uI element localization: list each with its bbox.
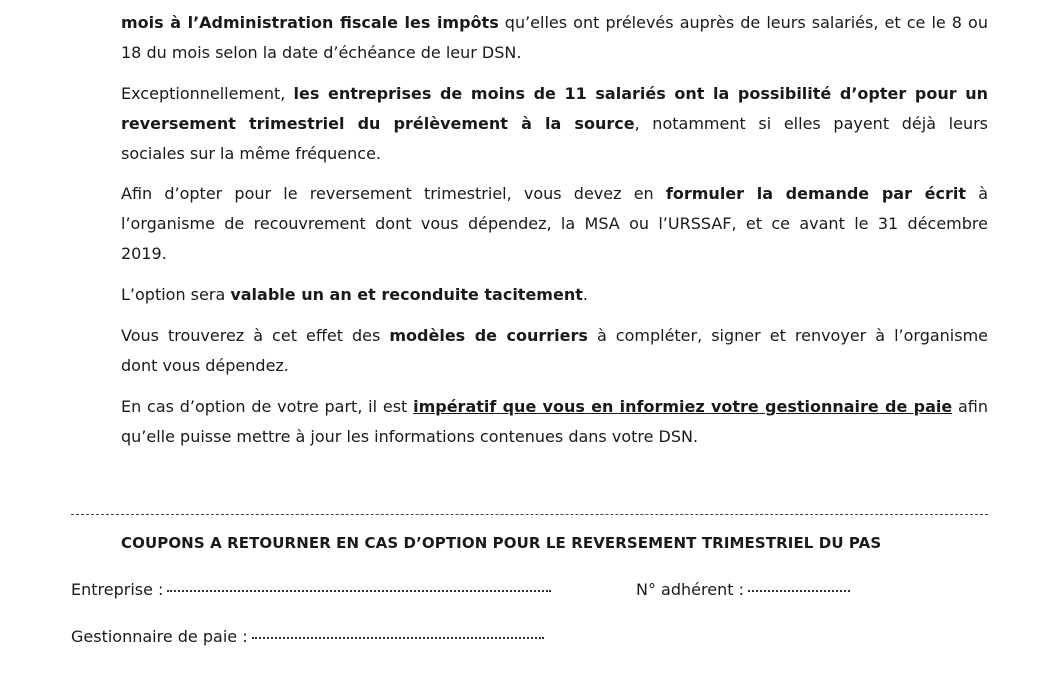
paragraph-line [121,280,988,310]
coupon-title: COUPONS A RETOURNER EN CAS D’OPTION POUR LE REVERSEMENT TRIMESTRIEL DU PAS [121,534,882,552]
gestionnaire-label: Gestionnaire de paie : [71,627,248,646]
paragraph-informer-gestionnaire [121,392,988,452]
paragraph-line: 2019. [121,244,167,263]
paragraph-line [121,8,988,38]
text-span: qu’elles ont prélevés auprès de leurs salariés, et ce le 8 ou [504,13,988,32]
entreprise-fill-line[interactable] [167,590,551,592]
paragraph-line: dont vous dépendez. [121,356,289,375]
text-span: Afin d’opter pour le reversement trimestriel, vous devez en [121,184,666,203]
text-span: à [966,184,988,203]
paragraph-exception-moins-11 [121,79,988,169]
bold-text: mois à l’Administration fiscale les impôts [121,13,499,32]
adherent-label: N° adhérent : [636,580,744,599]
paragraph-line: qu’elle puisse mettre à jour les informations contenues dans votre DSN. [121,427,699,446]
paragraph-line [121,79,988,109]
bold-text: valable un an et reconduite tacitement [230,285,583,304]
coupon-separator-line [71,514,988,515]
text-span: En cas d’option de votre part, il est [121,397,414,416]
gestionnaire-field[interactable] [71,627,544,646]
text-span: afin [952,397,988,416]
paragraph-modeles-courriers [121,321,988,381]
paragraph-line [121,321,988,351]
bold-text: modèles de courriers [389,326,588,345]
paragraph-line: 18 du mois selon la date d’échéance de leur DSN. [121,43,522,62]
paragraph-option-validite [121,280,988,310]
text-span: Exceptionnellement, [121,84,294,103]
paragraph-opter-trimestriel [121,179,988,269]
paragraph-line: l’organisme de recouvrement dont vous dépendez, la MSA ou l’URSSAF, et ce avant le 31 décembre [121,214,988,233]
adherent-field[interactable] [636,580,850,599]
paragraph-reversement-mensuel [121,8,988,68]
gestionnaire-fill-line[interactable] [252,637,544,639]
bold-text: les entreprises de moins de 11 salariés ont la possibilité d’opter pour un [293,84,988,103]
paragraph-line [121,179,988,209]
underlined-bold-text: impératif que vous en informiez votre gestionnaire de paie [413,397,953,416]
text-span: L’option sera [121,285,231,304]
entreprise-field[interactable] [71,580,551,599]
text-span: à compléter, signer et renvoyer à l’organisme [587,326,988,345]
entreprise-label: Entreprise : [71,580,164,599]
bold-text: formuler la demande par écrit [665,184,967,203]
paragraph-line [121,109,988,139]
adherent-fill-line[interactable] [748,590,850,592]
text-span: , notamment si elles payent déjà leurs [634,114,988,133]
text-span: . [582,285,588,304]
paragraph-line [121,392,988,422]
text-span: Vous trouverez à cet effet des [121,326,390,345]
bold-text: reversement trimestriel du prélèvement à la source [121,114,635,133]
paragraph-line: sociales sur la même fréquence. [121,144,382,163]
